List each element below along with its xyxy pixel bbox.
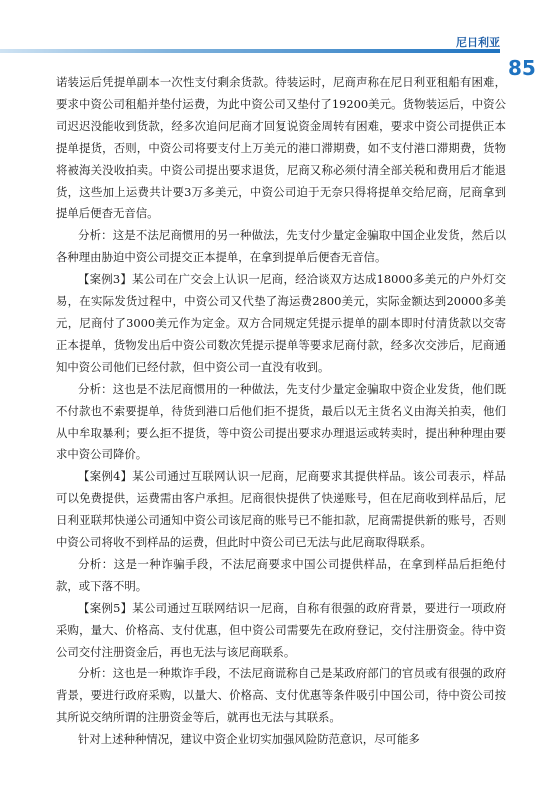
paragraph-analysis-5: 分析：这也是一种欺诈手段，不法尼商谎称自己是某政府部门的官员或有很强的政府背景，要进行政府采购，以量大、价格高、支付优惠等条件吸引中国公司，待中资公司按其所说交纳所谓的注册资金等后，就再也无法与其联系。 [56, 666, 506, 725]
paragraph-analysis-4: 分析：这是一种诈骗手段，不法尼商要求中国公司提供样品，在拿到样品后拒绝付款，或下落不明。 [56, 556, 506, 593]
running-header-title: 尼日利亚 [456, 36, 500, 49]
paragraph-recommendation: 针对上述种种情况，建议中资企业切实加强风险防范意识，尽可能多 [78, 732, 420, 747]
header-bar [0, 49, 500, 53]
page-number: 85 [508, 56, 536, 80]
paragraph-analysis-2: 分析：这是不法尼商惯用的另一种做法，先支付少量定金骗取中国企业发货，然后以各种理由胁迫中资公司提交正本提单，在拿到提单后便杳无音信。 [56, 228, 506, 265]
paragraph-case-5: 【案例5】某公司通过互联网结识一尼商，自称有很强的政府背景，要进行一项政府采购，量大、价格高、支付优惠，但中资公司需要先在政府登记，交付注册资金。待中资公司交付注册资金后，再也无法与该尼商联系。 [56, 600, 506, 659]
paragraph-analysis-3: 分析：这也是不法尼商惯用的一种做法，先支付少量定金骗取中资企业发货，他们既不付款也不索要提单，待货到港口后他们拒不提货，最后以无主货名义由海关拍卖，他们从中牟取暴利；要么拒不提货，等中资公司提出要求办理退运或转卖时，提出种种理由要求中资公司降价。 [56, 381, 506, 462]
paragraph-continued: 诺装运后凭提单副本一次性支付剩余货款。待装运时，尼商声称在尼日利亚租船有困难，要求中资公司租船并垫付运费，为此中资公司又垫付了19200美元。货物装运后，中资公司迟迟没能收到货款，经多次追问尼商才回复说资金周转有困难，要求中资公司提供正本提单提货，否则，中资公司将要支付上万美元的港口滞期费，如不支付港口滞期费，货物将被海关没收拍卖。中资公司提出要求退货，尼商又称必须付清全部关税和费用后才能退货，这些加上运费共计要3万多美元，中资公司迫于无奈只得将提单交给尼商，尼商拿到提单后便杳无音信。 [56, 75, 506, 221]
paragraph-case-3: 【案例3】某公司在广交会上认识一尼商，经洽谈双方达成18000多美元的户外灯交易，在实际发货过程中，中资公司又代垫了海运费2800美元，实际金额达到20000多美元，尼商付了3000美元作为定金。双方合同规定凭提示提单的副本即时付清货款以交寄正本提单，货物发出后中资公司数次凭提示提单等要求尼商付款，经多次交涉后，尼商通知中资公司他们已经付款，但中资公司一直没有收到。 [56, 272, 506, 374]
paragraph-case-4: 【案例4】某公司通过互联网认识一尼商，尼商要求其提供样品。该公司表示，样品可以免费提供，运费需由客户承担。尼商很快提供了快递账号，但在尼商收到样品后，尼日利亚联邦快递公司通知中资公司该尼商的账号已不能扣款，尼商需提供新的账号，否则中资公司将收不到样品的运费，但此时中资公司已无法与此尼商取得联系。 [56, 469, 506, 550]
body-text [56, 72, 506, 751]
